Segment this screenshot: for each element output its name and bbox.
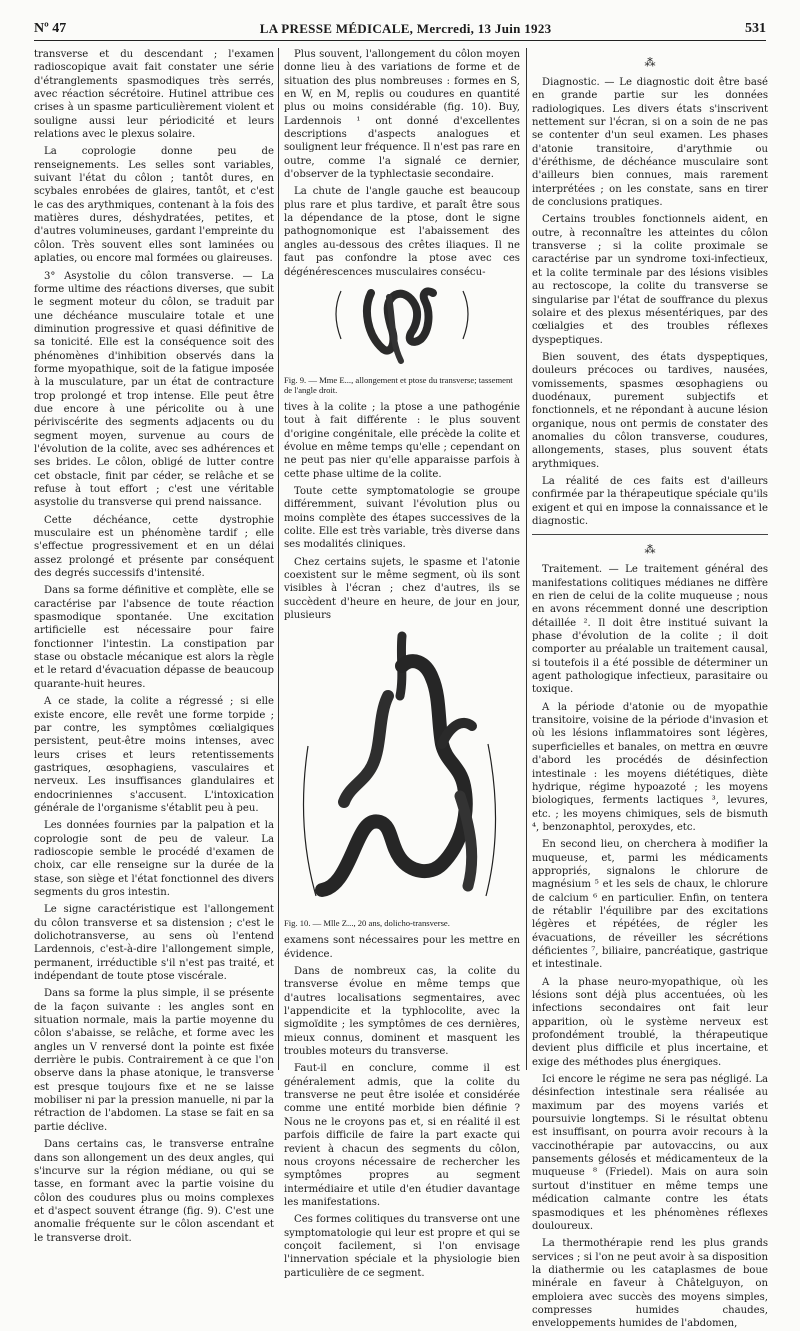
journal-title: LA PRESSE MÉDICALE, Mercredi, 13 Juin 1923 (259, 21, 552, 36)
paragraph: transverse et du descendant ; l'examen radioscopique avait fait constater une série d'étranglements spasmodiques très serrés, avec réaction sécrétoire. Hutinel attribue ces crises à un spasme particulièrement violent et souligne aussi leur périodicité et leurs relations avec le plexus solaire. (34, 49, 274, 141)
column-2 (284, 48, 520, 1279)
paragraph: En second lieu, on cherchera à modifier la muqueuse, et, parmi les médicaments appropriés, signalons le chlorure de magnésium ⁵ et les sels de chaux, le chlorure de calcium ⁶ en particulier. Enfin, on tentera de rétablir l'équilibre par des excitations légères et répétées, de régler les évacuations, de réveiller les sécrétions déficientes ⁷, biliaire, pancréatique, gastrique et intestinale. (532, 839, 768, 971)
col2-top-text (284, 48, 520, 279)
paragraph: La thermothérapie rend les plus grands services ; si l'on ne peut avoir à sa disposition la diathermie ou les cataplasmes de boue minérale en faveur à Châtelguyon, on emploiera avec succès des moyens simples, compresses humides chaudes, enveloppements humides de l'abdomen, (532, 1238, 768, 1330)
paragraph: Ces formes colitiques du transverse ont une symptomatologie qui leur est propre et qui se conçoit facilement, si l'on envisage l'innervation spéciale et la physiologie bien particulière de ce segment. (284, 1214, 520, 1279)
paragraph: Diagnostic. — Le diagnostic doit être basé en grande partie sur les données radiologiques. Les divers états s'inscrivent nettement sur l'écran, si on a soin de ne pas se contenter d'un seul examen. Les phases d'atonie transitoire, d'arythmie ou d'éréthisme, de déchéance musculaire sont d'ailleurs bien connues, mais rarement interprétées ; on les constate, sans en tirer de conclusions pratiques. (532, 77, 768, 209)
column-3 (532, 48, 768, 1330)
paragraph: La réalité de ces faits est d'ailleurs confirmée par la thérapeutique spéciale qu'ils exigent et qui en impose la connaissance et le diagnostic. (532, 475, 768, 527)
paragraph: Bien souvent, des états dyspeptiques, douleurs précoces ou tardives, nausées, vomissements, spasmes œsophagiens ou duodénaux, purement subjectifs et fonctionnels, et ne répondant à aucune lésion organique, nous ont permis de constater des anomalies du côlon transverse, coudures, allongements, stases, plus souvent états arythmiques. (532, 351, 768, 470)
paragraph: Faut-il en conclure, comme il est généralement admis, que la colite du transverse ne peut être isolée et considérée comme une entité morbide bien définie ? Nous ne le croyons pas et, si en réalité il est parfois difficile de faire la part exacte qui revient à chacun des segments du côlon, nous croyons nécessaire de rechercher les symptômes propres au segment intermédiaire et utile d'en étudier davantage les manifestations. (284, 1063, 520, 1208)
figure-10-caption: Fig. 10. — Mlle Z..., 20 ans, dolicho-transverse. (284, 918, 450, 929)
figure-9-radiograph (327, 283, 477, 373)
col2-bottom-text (284, 934, 520, 1280)
columns (34, 48, 768, 1330)
paragraph: Dans sa forme la plus simple, il se présente de la façon suivante : les angles sont en situation normale, mais la partie moyenne du côlon s'abaisse, se relâche, et forme avec les angles un V renversé dont la pointe est fixée derrière le pubis. Contrairement à ce que l'on observe dans la phase atonique, le transverse est presque toujours fixe et ne se laisse mobiliser ni par la pression manuelle, ni par la rétraction de l'abdomen. La stase se fait en sa partie déclive. (34, 988, 274, 1133)
paragraph: A la phase neuro-myopathique, où les lésions sont déjà plus accentuées, où les infections secondaires ont fait leur apparition, où le système nerveux est profondément troublé, la thérapeutique devient plus difficile et plus incertaine, et exige des méthodes plus énergiques. (532, 976, 768, 1068)
paragraph: Traitement. — Le traitement général des manifestations colitiques médianes ne diffère en rien de celui de la colite muqueuse ; nous en avons récemment donné une description détaillée ². Il doit être institué suivant la phase d'évolution de la colite ; il doit comporter au préalable un traitement causal, si toutefois il a été possible de déterminer un agent pathologique infectieux, parasitaire ou toxique. (532, 564, 768, 696)
paragraph: A ce stade, la colite a régressé ; si elle existe encore, elle revêt une forme torpide ; par contre, les symptômes cœlialgiques persistent, peut-être moins intenses, avec leurs crises et leurs retentissements gastriques, œsophagiens, vasculaires et nerveux. Les insuffisances glandulaires et endocriniennes s'accusent. L'intoxication générale de l'organisme s'établit peu à peu. (34, 696, 274, 814)
paragraph: Plus souvent, l'allongement du côlon moyen donne lieu à des variations de forme et de situation des plus nombreuses : formes en S, en W, en M, replis ou coudures en quantité plus ou moins considérable (fig. 10). Buy, Lardennois ¹ ont donné d'excellentes descriptions d'aspects analogues et soulignent leur fréquence. Il n'est pas rare en outre, comme l'a signalé ce dernier, d'observer de la typhlectasie secondaire. (284, 49, 520, 181)
paragraph: Certains troubles fonctionnels aident, en outre, à reconnaître les atteintes du côlon transverse ; si la colite proximale se caractérise par un syndrome toxi-infectieux, et la colite terminale par des lésions visibles au rectoscope, la colite du transverse se singularise par l'état de souffrance du plexus solaire et des plexus mésentériques, par des cœlialgies et des troubles réflexes dyspeptiques. (532, 214, 768, 346)
figure-9-caption: Fig. 9. — Mme E..., allongement et ptose du transverse; tassement de l'angle droit. (284, 374, 513, 395)
section-separator-stars-2: ⁂ (644, 543, 656, 557)
paragraph: tives à la colite ; la ptose a une pathogénie tout à fait différente : le plus souvent d'origine congénitale, elle précède la colite et évolue en même temps qu'elle ; cependant on ne peut pas nier qu'elle apparaisse parfois à cette phase ultime de la colite. (284, 401, 520, 480)
diagnostic-section (532, 76, 768, 528)
paragraph: Dans certains cas, le transverse entraîne dans son allongement un des deux angles, qui s'incurve sur la région médiane, ou qui se tasse, en formant avec la partie voisine du côlon des coudures plus ou moins complexes et d'aspect souvent étrange (fig. 9). C'est une anomalie fréquente sur le côlon ascendant et le transverse droit. (34, 1139, 274, 1244)
col1-text (34, 48, 274, 1245)
paragraph: 3° Asystolie du côlon transverse. — La forme ultime des réactions diverses, que subit le segment moteur du côlon, se traduit par une déchéance musculaire totale et une diminution progressive et quasi définitive de sa tonicité. Elle est la conséquence soit des phénomènes d'inhibition observés dans la forme myopathique, soit de la fatigue imposée à la musculature, par un état de contracture trop prolongé et trop intense. Elle peut être due encore à une péricolite ou à une périviscérite des segments adjacents ou du segment moyen, survenue au cours de l'évolution de la colite, avec ses adhérences et ses brides. Le côlon, obligé de lutter contre cet obstacle, finit par céder, se relâche et se refuse à tout effort ; c'est une véritable asystolie du transverse qui prend naissance. (34, 270, 274, 509)
paragraph: La coprologie donne peu de renseignements. Les selles sont variables, suivant l'état du côlon ; tantôt dures, en scybales enrobées de glaires, tantôt, et c'est le cas des arythmiques, contenant à la fois des matières dures, déshydratées, petites, et d'autres volumineuses, gardant l'empreinte du côlon. Très souvent elles sont laminées ou aplaties, ou encore mal formées ou glaireuses. (34, 146, 274, 265)
paragraph: A la période d'atonie ou de myopathie transitoire, voisine de la période d'invasion et où les lésions inflammatoires sont légères, superficielles et banales, on mettra en œuvre d'abord les procédés de désinfection intestinale : les moyens diététiques, diète hydrique, régime hypoazoté ; les moyens biologiques, ferments lactiques ³, levures, etc. ; les moyens chimiques, sels de bismuth ⁴, benzonaphtol, peroxydes, etc. (532, 701, 768, 833)
col2-mid-text (284, 401, 520, 623)
issue-number: Nº 47 (34, 21, 67, 36)
paragraph: La chute de l'angle gauche est beaucoup plus rare et plus tardive, et paraît être sous la dépendance de la ptose, dont le signe pathognomonique est l'abaissement des angles au-dessous des crêtes iliaques. Il ne faut pas confondre la ptose avec ces dégénérescences musculaires consécu- (284, 186, 520, 278)
section-divider (532, 534, 768, 535)
page-number: 531 (744, 21, 766, 36)
paragraph: Toute cette symptomatologie se groupe différemment, suivant l'évolution plus ou moins complète des étapes successives de la colite. Elle est très variable, très diverse dans ses modalités cliniques. (284, 485, 520, 551)
paragraph: Dans sa forme définitive et complète, elle se caractérise par l'absence de toute réaction spasmodique spontanée. Une excitation artificielle est nécessaire pour faire fonctionner l'intestin. La constipation par stase ou obstacle mécanique est alors la règle et le retard d'évacuation dépasse de beaucoup quarante-huit heures. (34, 585, 274, 690)
paragraph: Chez certains sujets, le spasme et l'atonie coexistent sur le même segment, où ils sont visibles à l'écran ; chez d'autres, ils se succèdent d'heure en heure, de jour en jour, plusieurs (284, 556, 520, 621)
paragraph: Ici encore le régime ne sera pas négligé. La désinfection intestinale sera réalisée au maximum par des moyens variés et poursuivie longtemps. Si le résultat obtenu est insuffisant, on pourra avoir recours à la vaccinothérapie par autovaccins, ou aux pansements gélosés et médicamenteux de la muqueuse ⁸ (Friedel). Mais on aura soin surtout d'instituer en même temps une médication calmante contre les états spasmodiques et les phénomènes réflexes douloureux. (532, 1074, 768, 1232)
treatment-section (532, 563, 768, 1330)
figure-10-radiograph (292, 626, 512, 916)
paragraph: examens sont nécessaires pour les mettre en évidence. (284, 935, 520, 960)
section-separator-stars: ⁂ (644, 56, 656, 69)
paragraph: Le signe caractéristique est l'allongement du côlon transverse et sa distension ; c'est le dolichotransverse, au sens où l'entend Lardennois, c'est-à-dire l'allongement simple, permanent, irréductible s'il n'est pas traité, et indépendant de toute ptose viscérale. (34, 904, 274, 983)
figure-10 (284, 626, 520, 928)
page-header (34, 18, 766, 41)
figure-9 (284, 283, 520, 395)
column-1 (34, 48, 274, 1244)
paragraph: Dans de nombreux cas, la colite du transverse évolue en même temps que d'autres localisations segmentaires, avec l'appendicite et la typhlocolite, avec la sigmoïdite ; les symptômes de ces dernières, mieux connus, dominent et masquent les troubles moteurs du transverse. (284, 966, 520, 1058)
paragraph: Cette déchéance, cette dystrophie musculaire est un phénomène tardif ; elle s'effectue progressivement et en un délai assez prolongé et présente par conséquent des degrés successifs d'intensité. (34, 514, 274, 580)
paragraph: Les données fournies par la palpation et la coprologie sont de peu de valeur. La radioscopie semble le procédé d'examen de choix, car elle renseigne sur la durée de la stase, son siège et l'état fonctionnel des divers segments du gros intestin. (34, 820, 274, 898)
